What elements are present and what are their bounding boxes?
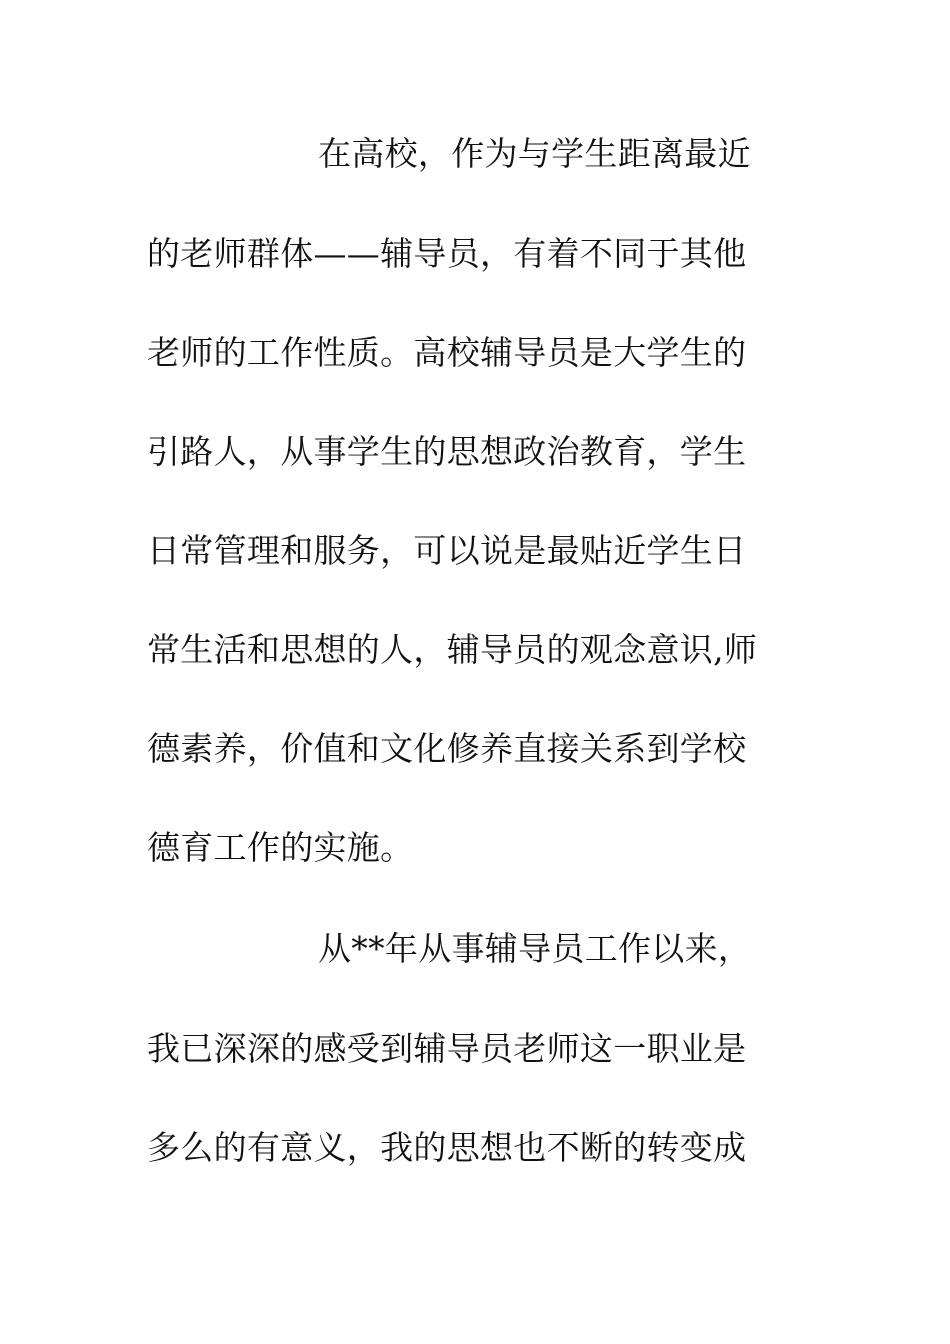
paragraph-2-line-3: 多么的有意义，我的思想也不断的转变成 <box>147 1128 747 1167</box>
paragraph-2-line-1: 从**年从事辅导员工作以来， <box>318 929 752 968</box>
paragraph-1-line-5: 日常管理和服务，可以说是最贴近学生日 <box>147 531 747 570</box>
paragraph-1-line-1: 在高校，作为与学生距离最近 <box>318 134 751 173</box>
paragraph-1-line-7: 德素养，价值和文化修养直接关系到学校 <box>147 729 747 768</box>
paragraph-1-line-4: 引路人，从事学生的思想政治教育，学生 <box>147 432 747 471</box>
paragraph-2-line-2: 我已深深的感受到辅导员老师这一职业是 <box>147 1029 747 1068</box>
paragraph-1-line-3: 老师的工作性质。高校辅导员是大学生的 <box>147 333 747 372</box>
paragraph-1-line-6: 常生活和思想的人，辅导员的观念意识,师 <box>147 630 758 669</box>
paragraph-1-line-2: 的老师群体——辅导员，有着不同于其他 <box>147 234 747 273</box>
paragraph-1-line-8: 德育工作的实施。 <box>147 828 414 867</box>
